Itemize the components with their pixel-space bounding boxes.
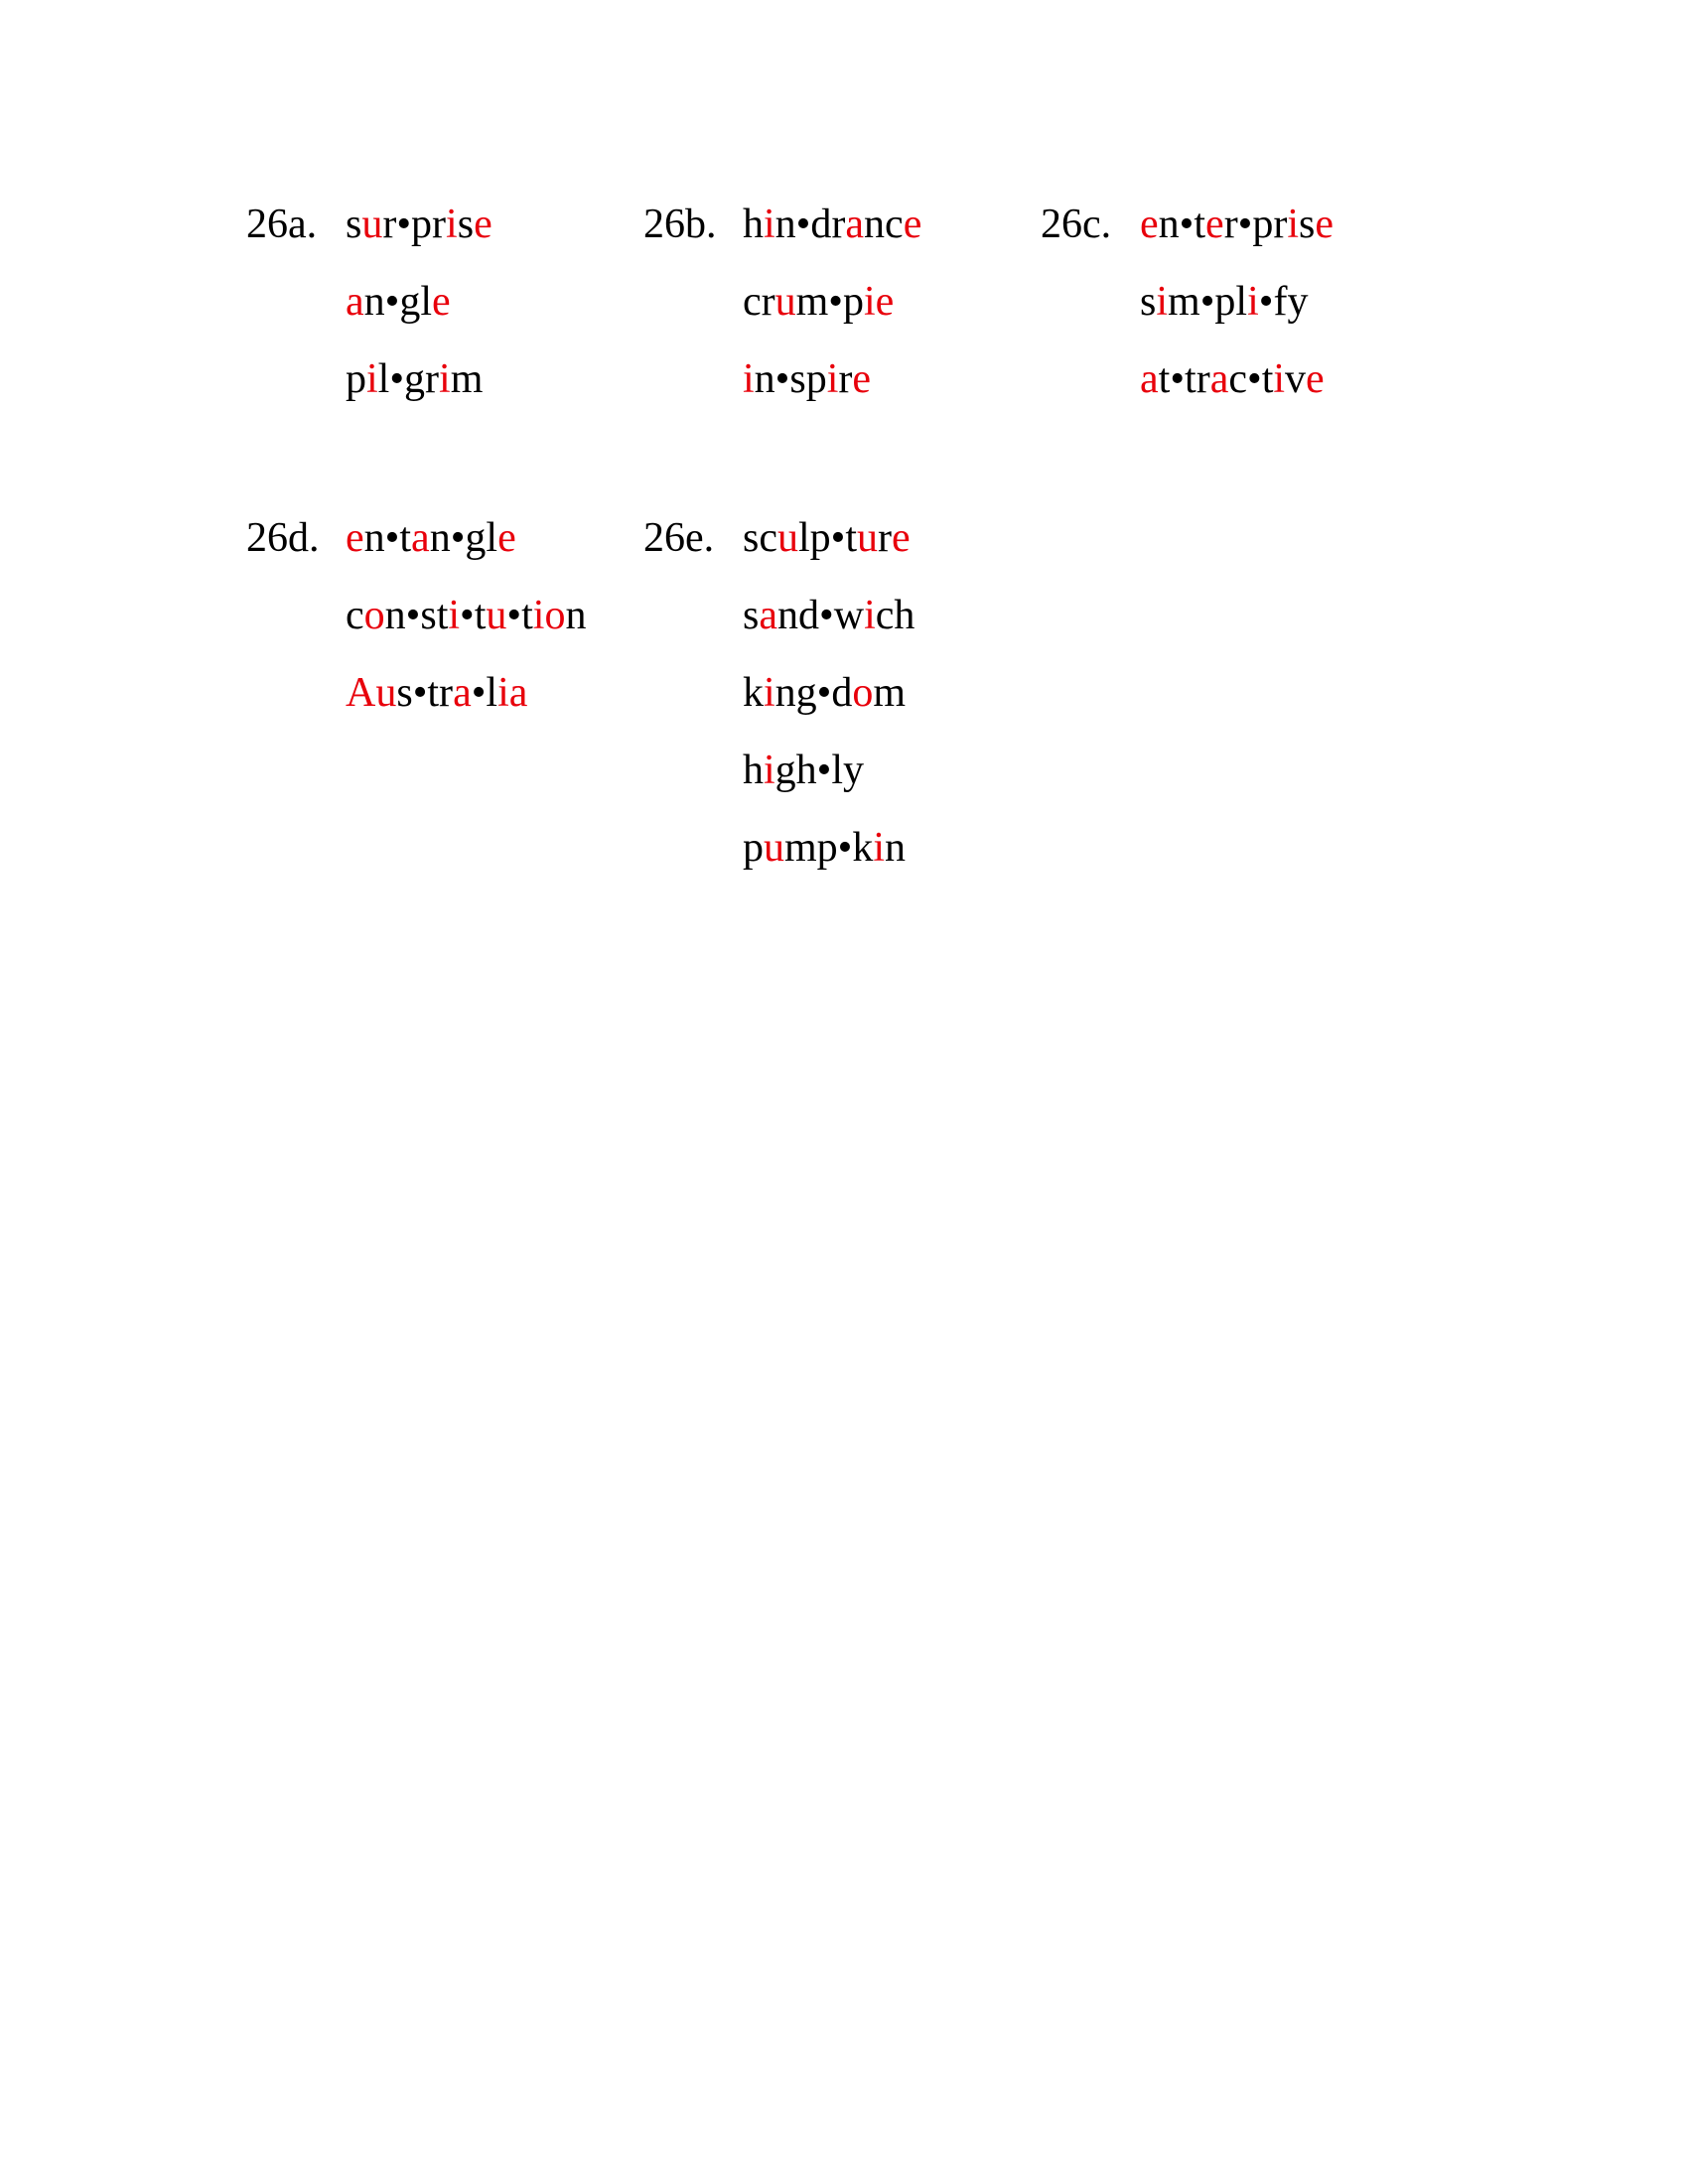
highlighted-letters: e xyxy=(903,202,922,247)
exercise-26b xyxy=(643,186,921,418)
highlighted-letters: a xyxy=(1140,356,1159,402)
word-list xyxy=(743,499,914,887)
highlighted-letters: a xyxy=(1209,356,1229,402)
highlighted-letters: ie xyxy=(864,279,895,325)
plain-letters: n xyxy=(885,825,907,871)
plain-letters: m•p xyxy=(795,279,865,325)
plain-letters: l•gr xyxy=(377,356,440,402)
syllabified-word xyxy=(1140,263,1334,341)
plain-letters: s xyxy=(1140,279,1157,325)
syllabified-word xyxy=(743,341,921,418)
highlighted-letters: i xyxy=(873,825,886,871)
highlighted-letters: e xyxy=(346,515,364,561)
exercise-26e xyxy=(643,499,914,887)
highlighted-letters: a xyxy=(411,515,430,561)
plain-letters: s xyxy=(743,593,760,638)
highlighted-letters: e xyxy=(1205,202,1224,247)
plain-letters: r•pr xyxy=(382,202,447,247)
plain-letters: n•t xyxy=(1158,202,1206,247)
syllabified-word xyxy=(743,499,914,577)
plain-letters: r xyxy=(878,515,893,561)
plain-letters: •fy xyxy=(1258,279,1309,325)
plain-letters: n•gl xyxy=(429,515,498,561)
syllabified-word xyxy=(346,577,586,654)
highlighted-letters: u xyxy=(777,515,798,561)
plain-letters: s xyxy=(457,202,475,247)
plain-letters: nd•w xyxy=(777,593,865,638)
highlighted-letters: i xyxy=(446,202,458,247)
plain-letters: gh•ly xyxy=(774,748,865,793)
highlighted-letters: i xyxy=(743,356,755,402)
highlighted-letters: e xyxy=(892,515,911,561)
highlighted-letters: i xyxy=(1247,279,1259,325)
highlighted-letters: e xyxy=(497,515,516,561)
plain-letters: n•st xyxy=(384,593,449,638)
plain-letters: mp•k xyxy=(784,825,874,871)
syllabified-word xyxy=(346,499,586,577)
highlighted-letters: a xyxy=(346,279,364,325)
plain-letters: cr xyxy=(743,279,775,325)
syllabified-word xyxy=(743,186,921,263)
plain-letters: n xyxy=(565,593,587,638)
highlighted-letters: i xyxy=(864,593,876,638)
highlighted-letters: a xyxy=(845,202,865,247)
highlighted-letters: a xyxy=(453,670,472,716)
exercise-label: 26b. xyxy=(643,202,717,247)
highlighted-letters: e xyxy=(852,356,872,402)
syllabified-word xyxy=(743,654,914,732)
highlighted-letters: i xyxy=(764,748,775,793)
syllabified-word xyxy=(346,341,492,418)
plain-letters: h xyxy=(743,748,764,793)
highlighted-letters: u xyxy=(764,825,784,871)
word-list xyxy=(346,499,586,732)
highlighted-letters: u xyxy=(486,593,507,638)
syllabified-word xyxy=(1140,186,1334,263)
exercise-26c xyxy=(1041,186,1334,418)
syllabified-word xyxy=(346,654,586,732)
syllabified-word xyxy=(1140,341,1334,418)
plain-letters: s•tr xyxy=(396,670,454,716)
plain-letters: r xyxy=(838,356,853,402)
exercise-label: 26c. xyxy=(1041,202,1112,247)
highlighted-letters: e xyxy=(1315,202,1335,247)
highlighted-letters: i xyxy=(1287,202,1300,247)
syllabified-word xyxy=(346,263,492,341)
word-list xyxy=(346,186,492,418)
plain-letters: n•gl xyxy=(363,279,433,325)
word-list xyxy=(1140,186,1334,418)
plain-letters: c•t xyxy=(1228,356,1274,402)
plain-letters: ng•d xyxy=(774,670,853,716)
plain-letters: sc xyxy=(743,515,777,561)
exercise-label: 26a. xyxy=(246,202,318,247)
highlighted-letters: o xyxy=(363,593,385,638)
highlighted-letters: i xyxy=(764,202,775,247)
plain-letters: lp•t xyxy=(798,515,858,561)
syllabified-word xyxy=(743,263,921,341)
highlighted-letters: e xyxy=(1306,356,1325,402)
highlighted-letters: o xyxy=(852,670,874,716)
plain-letters: m•pl xyxy=(1168,279,1248,325)
highlighted-letters: io xyxy=(532,593,566,638)
plain-letters: r•pr xyxy=(1223,202,1288,247)
plain-letters: p xyxy=(346,356,366,402)
highlighted-letters: e xyxy=(432,279,451,325)
highlighted-letters: i xyxy=(1273,356,1286,402)
highlighted-letters: i xyxy=(826,356,839,402)
plain-letters: c xyxy=(346,593,364,638)
plain-letters: s xyxy=(346,202,362,247)
syllabified-word xyxy=(346,186,492,263)
plain-letters: nc xyxy=(864,202,904,247)
highlighted-letters: e xyxy=(1140,202,1159,247)
plain-letters: h xyxy=(743,202,764,247)
exercise-26d xyxy=(246,499,586,732)
highlighted-letters: i xyxy=(448,593,461,638)
plain-letters: k xyxy=(743,670,764,716)
plain-letters: ch xyxy=(875,593,915,638)
plain-letters: n•t xyxy=(363,515,412,561)
highlighted-letters: ia xyxy=(497,670,528,716)
plain-letters: v xyxy=(1285,356,1307,402)
syllabified-word xyxy=(743,732,914,809)
plain-letters: •l xyxy=(471,670,498,716)
highlighted-letters: u xyxy=(774,279,796,325)
highlighted-letters: i xyxy=(764,670,775,716)
exercise-label: 26d. xyxy=(246,515,320,561)
plain-letters: s xyxy=(1299,202,1316,247)
plain-letters: n•sp xyxy=(754,356,827,402)
plain-letters: t•tr xyxy=(1158,356,1210,402)
highlighted-letters: a xyxy=(759,593,778,638)
exercise-label: 26e. xyxy=(643,515,715,561)
highlighted-letters: i xyxy=(439,356,451,402)
highlighted-letters: u xyxy=(857,515,879,561)
plain-letters: •t xyxy=(506,593,533,638)
syllabified-word xyxy=(743,809,914,887)
exercise-26a xyxy=(246,186,492,418)
highlighted-letters: Au xyxy=(346,670,397,716)
highlighted-letters: i xyxy=(366,356,378,402)
plain-letters: •t xyxy=(460,593,487,638)
plain-letters: p xyxy=(743,825,764,871)
plain-letters: n•dr xyxy=(774,202,846,247)
highlighted-letters: i xyxy=(1156,279,1169,325)
syllabified-word xyxy=(743,577,914,654)
plain-letters: m xyxy=(450,356,484,402)
word-list xyxy=(743,186,921,418)
plain-letters: m xyxy=(873,670,907,716)
highlighted-letters: e xyxy=(474,202,492,247)
highlighted-letters: u xyxy=(361,202,383,247)
